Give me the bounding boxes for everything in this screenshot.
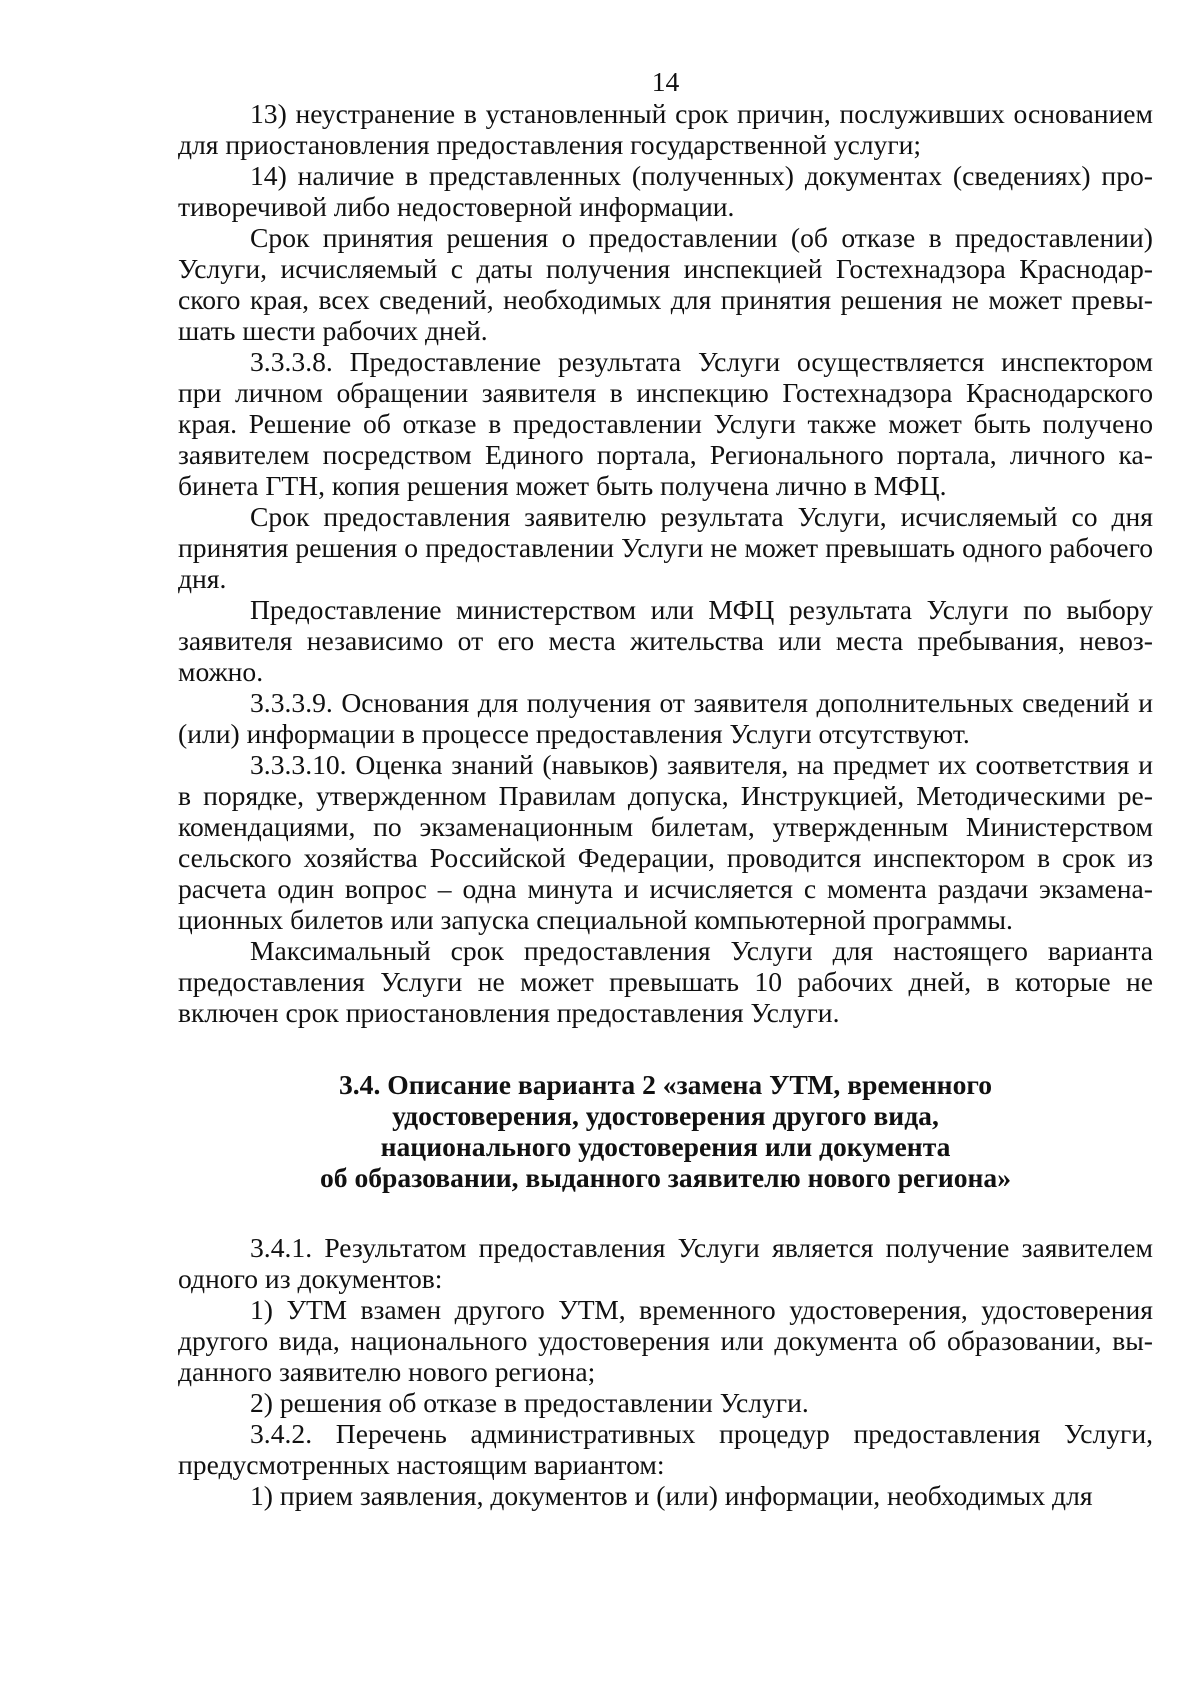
paragraph-3-4-2: 3.4.2. Перечень административных процедур предоставления Услуги, предусмотренных настоящим вариантом: [178, 1418, 1153, 1480]
paragraph-result-term: Срок предоставления заявителю результата Услуги, исчисляемый со дня принятия решения о предоставлении Услуги не может превышать одного рабочего дня. [178, 501, 1153, 594]
section-heading-line: 3.4. Описание варианта 2 «замена УТМ, временного [338, 1069, 993, 1100]
paragraph-procedure-1: 1) прием заявления, документов и (или) информации, необходимых для [250, 1480, 1093, 1511]
section-heading-3-4 [178, 1069, 1153, 1193]
paragraph-list-item-1: 1) УТМ взамен другого УТМ, временного удостоверения, удостоверения другого вида, национального удостоверения или документа об образовании, выданного заявителю нового региона; [178, 1294, 1153, 1387]
paragraph-decision-term: Срок принятия решения о предоставлении (об отказе в предоставлении) Услуги, исчисляемый с даты получения инспекцией Гостехнадзора Краснодарского края, всех сведений, необходимых для принятия решения не может превышать шести рабочих дней. [178, 222, 1153, 346]
document-page [178, 66, 1153, 1511]
paragraph-3-3-3-9: 3.3.3.9. Основания для получения от заявителя дополнительных сведений и (или) информации в процессе предоставления Услуги отсутствуют. [178, 687, 1153, 749]
section-heading-line: удостоверения, удостоверения другого вида, [392, 1100, 939, 1131]
paragraph-mfc-result: Предоставление министерством или МФЦ результата Услуги по выбору заявителя независимо от его места жительства или места пребывания, невозможно. [178, 594, 1153, 687]
paragraph-max-term: Максимальный срок предоставления Услуги для настоящего варианта предоставления Услуги не может превышать 10 рабочих дней, в которые не включен срок приостановления предоставления Услуги. [178, 935, 1153, 1028]
paragraph-3-4-1: 3.4.1. Результатом предоставления Услуги является получение заявителем одного из документов: [178, 1232, 1153, 1294]
paragraph-item-14: 14) наличие в представленных (полученных) документах (сведениях) противоречивой либо недостоверной информации. [178, 160, 1153, 222]
section-heading-line: национального удостоверения или документа [380, 1131, 951, 1162]
section-heading-line: об образовании, выданного заявителю нового региона» [319, 1162, 1012, 1193]
page-number: 14 [651, 66, 680, 97]
paragraph-list-item-2: 2) решения об отказе в предоставлении Услуги. [250, 1387, 809, 1418]
paragraph-item-13: 13) неустранение в установленный срок причин, послуживших основанием для приостановления предоставления государственной услуги; [178, 98, 1153, 160]
paragraph-3-3-3-8: 3.3.3.8. Предоставление результата Услуги осуществляется инспектором при личном обращении заявителя в инспекцию Гостехнадзора Краснодарского края. Решение об отказе в предоставлении Услуги также может быть получено заявителем посредством Единого портала, Регионального портала, личного кабинета ГТН, копия решения может быть получена лично в МФЦ. [178, 346, 1153, 501]
paragraph-3-3-3-10: 3.3.3.10. Оценка знаний (навыков) заявителя, на предмет их соответствия и в порядке, утвержденном Правилам допуска, Инструкцией, Методическими рекомендациями, по экзаменационным билетам, утвержденным Министерством сельского хозяйства Российской Федерации, проводится инспектором в срок из расчета один вопрос – одна минута и исчисляется с момента раздачи экзаменационных билетов или запуска специальной компьютерной программы. [178, 749, 1153, 935]
